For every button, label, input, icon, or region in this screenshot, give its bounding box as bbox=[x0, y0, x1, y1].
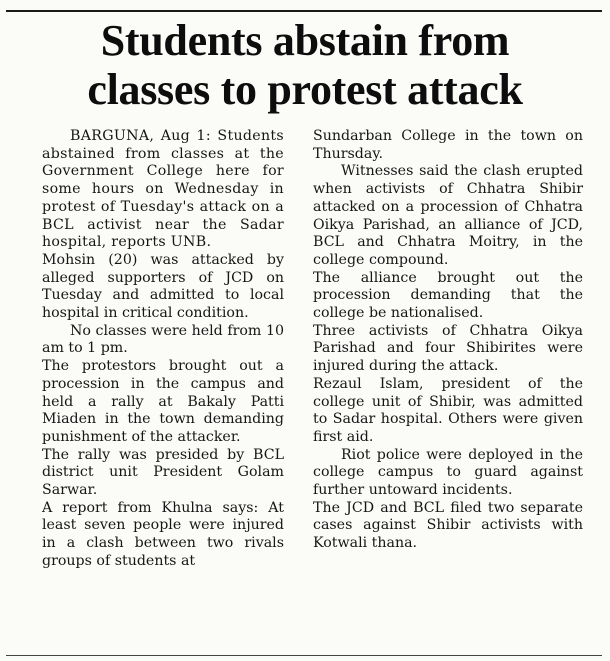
top-rule bbox=[6, 10, 602, 12]
headline-line-2: classes to protest attack bbox=[87, 65, 523, 114]
paragraph: A report from Khulna says: At least seven people were injured in a clash between two rivals groups of students at bbox=[42, 499, 284, 569]
bottom-rule bbox=[6, 655, 602, 656]
article-column-left bbox=[42, 128, 284, 571]
paragraph: BARGUNA, Aug 1: Students abstained from classes at the Government College here for some hours on Wednesday in protest of Tuesday's attack on a BCL activist near the Sadar hospital, reports UNB. bbox=[42, 128, 284, 251]
headline bbox=[20, 16, 590, 114]
paragraph: Mohsin (20) was attacked by alleged supporters of JCD on Tuesday and admitted to local hospital in critical condition. bbox=[42, 251, 284, 322]
paragraph: Rezaul Islam, president of the college unit of Shibir, was admitted to Sadar hospital. Others were given first aid. bbox=[313, 375, 583, 445]
paragraph: Riot police were deployed in the college campus to guard against further untoward incidents. bbox=[313, 446, 583, 499]
paragraph: Sundarban College in the town on Thursday. bbox=[313, 128, 583, 162]
paragraph: Witnesses said the clash erupted when activists of Chhatra Shibir attacked on a procession of Chhatra Oikya Parishad, an alliance of JCD, BCL and Chhatra Moitry, in the college compound. bbox=[313, 163, 583, 268]
paragraph: The protestors brought out a procession in the campus and held a rally at Bakaly Patti Miaden in the town demanding punishment of the attacker. bbox=[42, 358, 284, 445]
paragraph: The JCD and BCL filed two separate cases against Shibir activists with Kotwali thana. bbox=[313, 499, 583, 552]
paragraph: The alliance brought out the procession demanding that the college be nationalised. bbox=[313, 269, 583, 322]
article-column-right bbox=[313, 128, 583, 553]
headline-line-1: Students abstain from bbox=[100, 16, 510, 65]
paragraph: No classes were held from 10 am to 1 pm. bbox=[42, 322, 284, 357]
paragraph: The rally was presided by BCL district unit President Golam Sarwar. bbox=[42, 446, 284, 499]
paragraph: Three activists of Chhatra Oikya Parishad and four Shibirites were injured during the attack. bbox=[313, 322, 583, 375]
